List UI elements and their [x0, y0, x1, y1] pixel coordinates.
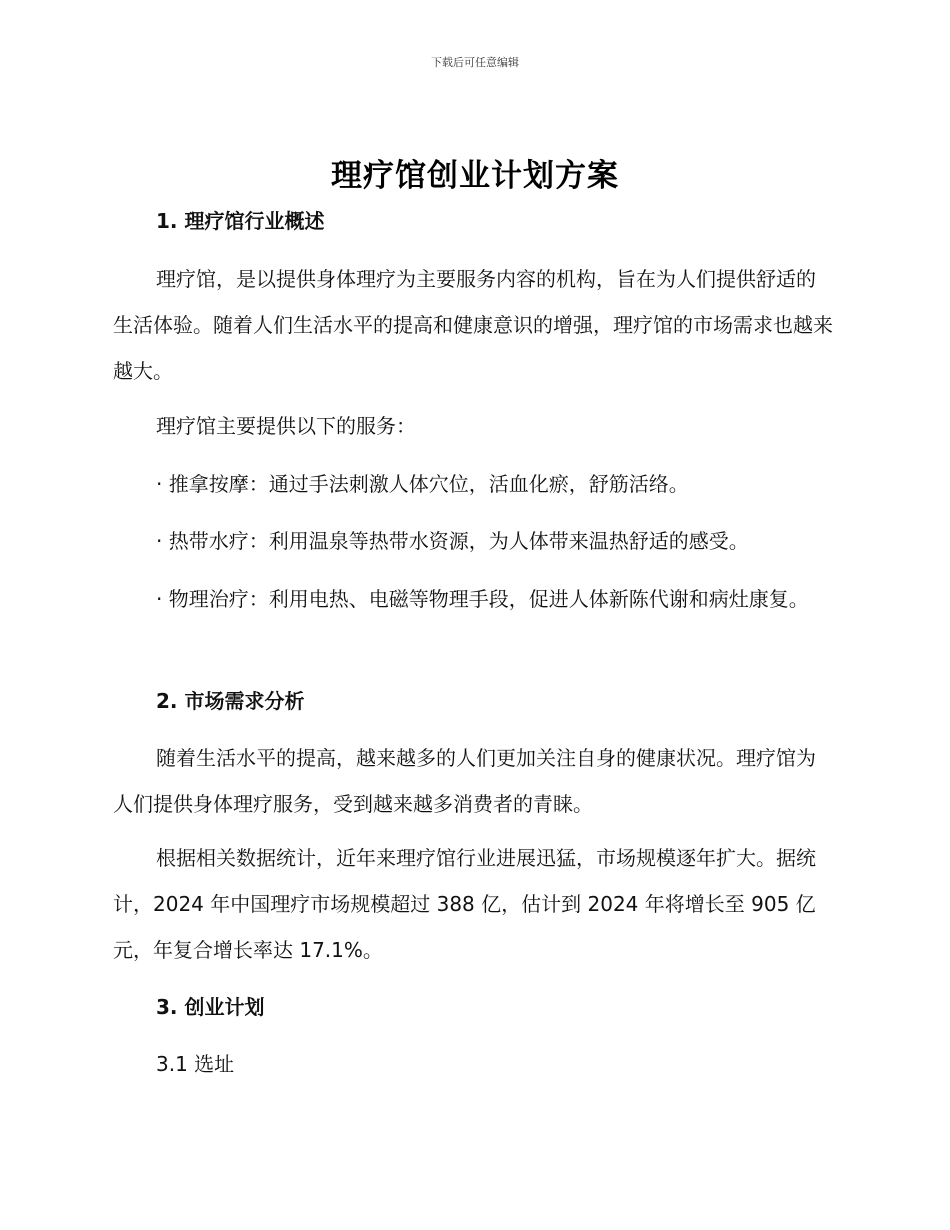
section-heading-2: 2. 市场需求分析	[156, 689, 305, 713]
paragraph: 随着生活水平的提高，越来越多的人们更加关注自身的健康状况。理疗馆为人们提供身体理疗服务，受到越来越多消费者的青睐。	[113, 746, 816, 816]
paragraph: 根据相关数据统计，近年来理疗馆行业进展迅猛，市场规模逐年扩大。据统计，2024 年中国理疗市场规模超过 388 亿，估计到 2024 年将增长至 905 亿元，年复合增长率达 17.1%。	[113, 846, 816, 962]
bullet-item: · 推拿按摩：通过手法刺激人体穴位，活血化瘀，舒筋活络。	[156, 472, 689, 496]
document-title: 理疗馆创业计划方案	[331, 158, 619, 194]
paragraph: 理疗馆，是以提供身体理疗为主要服务内容的机构，旨在为人们提供舒适的生活体验。随着人们生活水平的提高和健康意识的增强，理疗馆的市场需求也越来越大。	[113, 267, 833, 383]
section-heading-1: 1. 理疗馆行业概述	[156, 209, 325, 233]
bullet-item: · 热带水疗：利用温泉等热带水资源，为人体带来温热舒适的感受。	[156, 529, 749, 553]
bullet-item: · 物理治疗：利用电热、电磁等物理手段，促进人体新陈代谢和病灶康复。	[156, 587, 809, 611]
header-note: 下载后可任意编辑	[431, 56, 519, 69]
paragraph: 理疗馆主要提供以下的服务：	[156, 414, 416, 438]
subsection-heading: 3.1 选址	[156, 1052, 235, 1076]
section-heading-3: 3. 创业计划	[156, 995, 265, 1019]
